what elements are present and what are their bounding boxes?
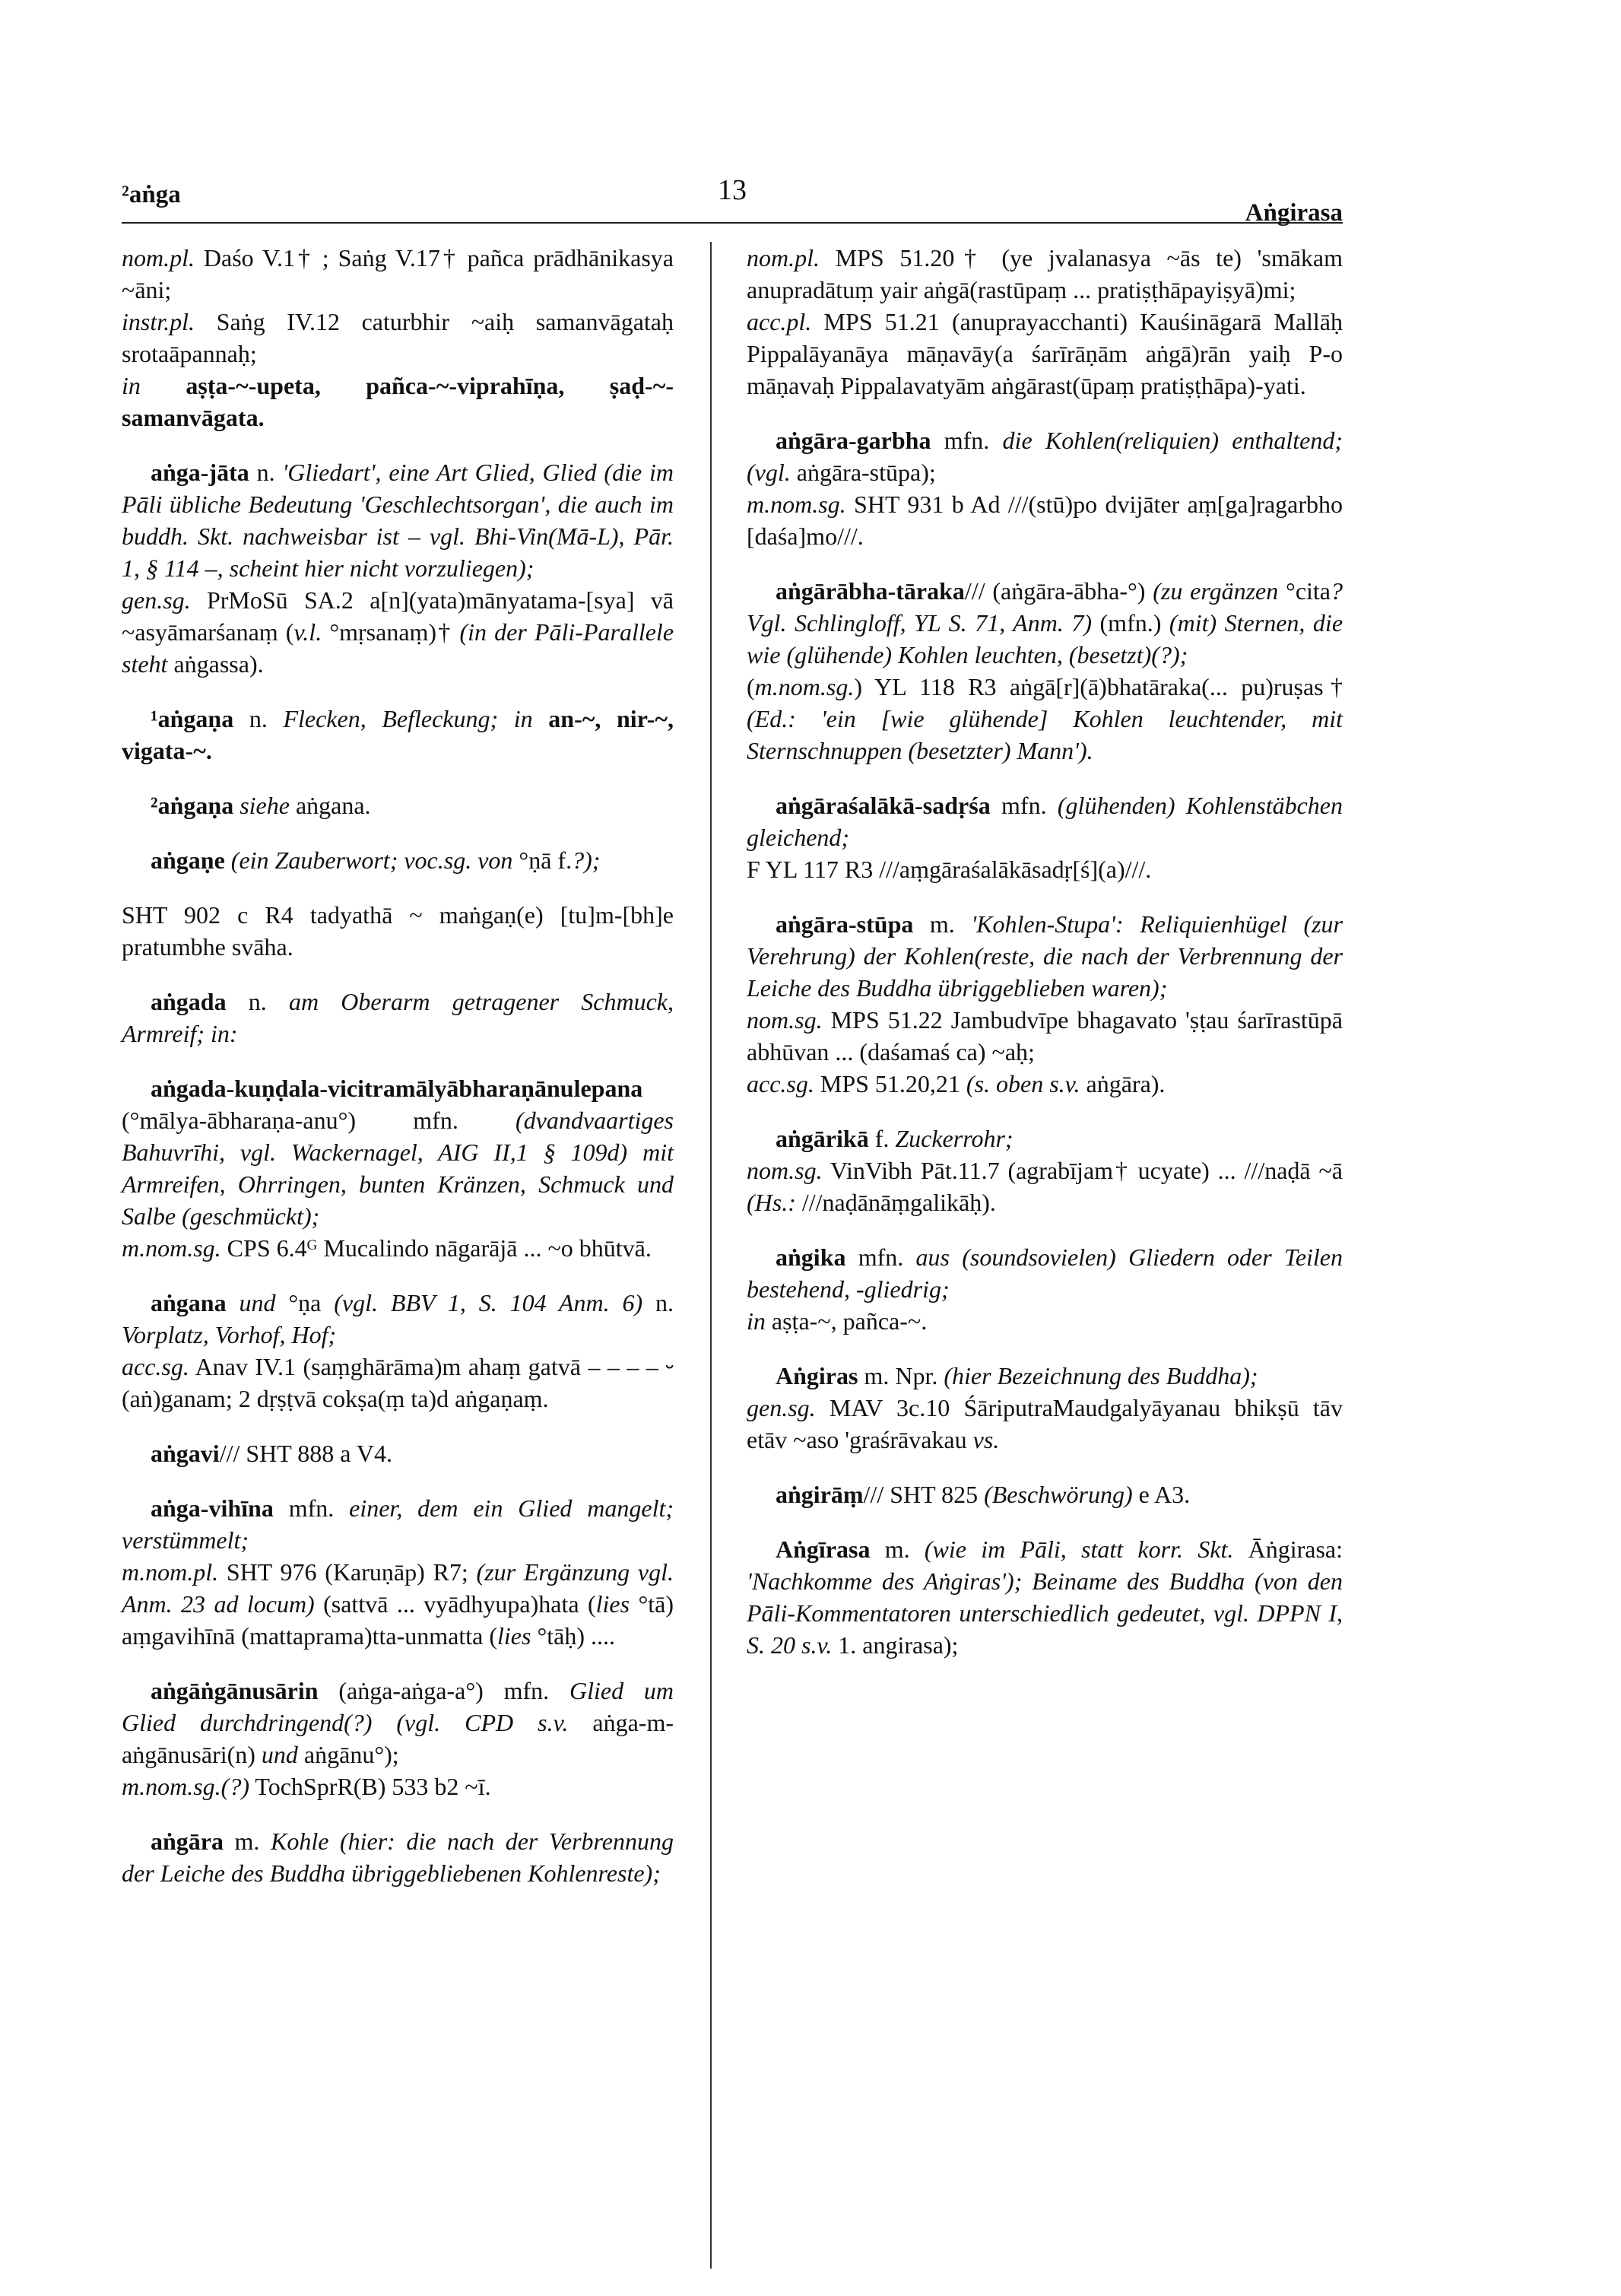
gloss-italic: m.nom.pl.	[122, 1558, 219, 1586]
left-column	[122, 242, 674, 1912]
entry-text: ) YL 118 R3 aṅgā[r](ā)bhatāraka(... pu)ruṣas†	[854, 673, 1343, 700]
gloss-italic: vs.	[972, 1426, 1000, 1453]
headword: aṅga-jāta	[151, 459, 249, 486]
entry-text: aṣṭa-~, pañca-~.	[765, 1307, 928, 1335]
gloss-italic: nom.pl.	[122, 244, 195, 272]
entry-text: MAV 3c.10 ŚāriputraMaudgalyāyanau bhikṣū tāv etāv ~aso 'graśrāvakau	[747, 1394, 1343, 1453]
gloss-italic: acc.sg.	[747, 1070, 814, 1097]
entry-text: n.	[249, 459, 283, 486]
gloss-italic: (vgl. BBV 1, S. 104 Anm. 6)	[334, 1289, 643, 1316]
dictionary-entry-headline	[747, 1123, 1343, 1154]
entry-text: °ṇā f.	[512, 846, 573, 874]
gloss-italic: und	[239, 1289, 276, 1316]
entry-text: aṅgassa).	[167, 650, 264, 678]
gloss-italic: Zuckerrohr;	[895, 1125, 1014, 1152]
entry-text: Daśo V.1† ; Saṅg V.17† pañca prādhānikasya ~āni;	[122, 244, 674, 303]
gloss-italic: (in der Pāli-Parallele steht	[122, 618, 674, 678]
gloss-italic: (zu ergänzen	[1153, 577, 1279, 605]
entry-text: n.	[233, 705, 284, 732]
running-head-left: ²aṅga	[122, 181, 181, 208]
gloss-italic: (glühenden) Kohlenstäbchen gleichend;	[747, 792, 1343, 851]
dictionary-entry-line	[747, 242, 1343, 306]
gloss-italic: (wie im Pāli, statt korr. Skt.	[924, 1535, 1234, 1563]
gloss-italic: aus (soundsovielen) Gliedern oder Teilen bestehend, -gliedrig;	[747, 1243, 1343, 1303]
entry-text: °tā) aṃgavihīnā (mattaprama)tta-unmatta (	[122, 1590, 674, 1650]
dictionary-entry-headline	[747, 789, 1343, 853]
dictionary-entry-line	[747, 306, 1343, 402]
gloss-italic: gen.sg.	[747, 1394, 816, 1421]
entry-text: PrMoSū SA.2 a[n](yata)mānyatama-[sya] vā ~asyāmarśanaṃ (	[122, 586, 674, 646]
entry-text: aṅgānu°);	[297, 1741, 399, 1768]
gloss-italic: m.nom.sg.	[754, 673, 855, 700]
dictionary-entry-headline	[122, 789, 674, 821]
headword: Aṅgiras	[776, 1362, 858, 1389]
dictionary-entry-headline	[122, 456, 674, 584]
entry-text: °tāḥ) ....	[531, 1622, 615, 1650]
entry-text: °ṇa	[275, 1289, 335, 1316]
entry-text: °cita	[1278, 577, 1331, 605]
entry-text: mfn.	[931, 427, 1003, 454]
headword: aṅgāra-garbha	[776, 427, 931, 454]
gloss-italic: m.nom.sg.	[122, 1234, 221, 1262]
dictionary-entry-headline	[122, 1825, 674, 1889]
entry-text: ///naḍānāṃgalikāḥ).	[795, 1189, 996, 1216]
gloss-italic: ?);	[572, 846, 601, 874]
dictionary-entry-line	[747, 853, 1343, 885]
entry-text: /// SHT 825	[863, 1481, 985, 1508]
entry-text: MPS 51.22 Jambudvīpe bhagavato 'ṣṭau śarīrastūpā abhūvan ... (daśamaś ca) ~aḥ;	[747, 1006, 1343, 1065]
dictionary-entry-line	[122, 1351, 674, 1415]
gloss-italic: (Beschwörung)	[984, 1481, 1133, 1508]
dictionary-entry-line	[747, 1004, 1343, 1068]
gloss-italic: Glied um Glied durchdringend(?) (vgl. CPD s.v.	[122, 1677, 674, 1736]
dictionary-entry-headline	[747, 424, 1343, 488]
entry-text: Anav IV.1 (saṃghārāma)m ahaṃ gatvā – – – – ⏑ (aṅ)ganam; 2 dṛṣṭvā cokṣa(ṃ ta)d aṅgaṇaṃ.	[122, 1353, 674, 1412]
gloss-italic: (Ed.: 'ein [wie glühende] Kohlen leuchtender, mit Sternschnuppen (besetzter) Mann').	[747, 705, 1343, 764]
dictionary-entry-line	[122, 1556, 674, 1652]
dictionary-entry-line	[122, 1770, 674, 1802]
entry-text: CPS 6.4ᴳ Mucalindo nāgarājā ... ~o bhūtvā.	[220, 1234, 652, 1262]
dictionary-entry-headline	[122, 1072, 674, 1232]
dictionary-entry-headline	[747, 1360, 1343, 1392]
headword: aṅgārābha-tāraka	[776, 577, 965, 605]
headword: aṅgika	[776, 1243, 846, 1271]
gloss-italic: gen.sg.	[122, 586, 191, 614]
dictionary-entry-line	[122, 899, 674, 963]
headword: aṅga-vihīna	[151, 1494, 274, 1522]
dictionary-entry-line	[122, 242, 674, 306]
entry-text: VinVibh Pāt.11.7 (agrabījam† ucyate) ... ///naḍā ~ā	[822, 1157, 1343, 1184]
dictionary-entry-headline	[747, 1241, 1343, 1305]
gloss-italic: lies	[497, 1622, 531, 1650]
entry-text: n.	[642, 1289, 674, 1316]
entry-text: mfn.	[845, 1243, 916, 1271]
column-divider	[710, 242, 712, 2269]
dictionary-entry-line	[747, 1305, 1343, 1337]
gloss-italic: siehe	[240, 792, 290, 819]
dictionary-entry-line	[122, 1232, 674, 1264]
dictionary-entry-headline	[122, 844, 674, 876]
headword: aṅgāṅgānusārin	[151, 1677, 319, 1704]
gloss-italic: einer, dem ein Glied mangelt; verstümmelt;	[122, 1494, 674, 1554]
entry-text: aṅgana.	[289, 792, 371, 819]
running-head-right: Aṅgirasa	[1245, 199, 1343, 227]
entry-text: Āṅgirasa:	[1233, 1535, 1343, 1563]
entry-text: m.	[913, 910, 972, 938]
dictionary-entry-headline	[122, 1492, 674, 1556]
dictionary-entry-line	[122, 370, 674, 433]
headword: aṅgada-kuṇḍala-vicitramālyābharaṇānulepana	[151, 1075, 643, 1102]
entry-text: F YL 117 R3 ///aṃgāraśalākāsadṛ[ś](a)///.	[747, 856, 1152, 883]
entry-text: /// (aṅgāra-ābha-°)	[964, 577, 1153, 605]
headword: ²aṅgaṇa	[151, 792, 234, 819]
entry-text: TochSprR(B) 533 b2 ~ī.	[249, 1773, 491, 1800]
dictionary-entry-line	[747, 488, 1343, 552]
entry-text: n.	[226, 988, 289, 1015]
gloss-italic: nom.pl.	[747, 244, 820, 272]
dictionary-entry-headline	[122, 1437, 674, 1469]
gloss-italic: Flecken, Befleckung; in	[283, 705, 533, 732]
gloss-italic: nom.sg.	[747, 1157, 823, 1184]
gloss-italic: v.l.	[293, 618, 322, 646]
gloss-italic: in	[122, 372, 141, 399]
headword: aṅgirāṃ	[776, 1481, 864, 1508]
gloss-italic: und	[261, 1741, 298, 1768]
entry-text	[233, 792, 240, 819]
gloss-italic: Vorplatz, Vorhof, Hof;	[122, 1321, 337, 1348]
entry-text: (	[747, 673, 755, 700]
headword: aṅgana	[151, 1289, 227, 1316]
entry-text: SHT 931 b Ad ///(stū)po dvijāter aṃ[ga]ragarbho [daśa]mo///.	[747, 491, 1343, 550]
entry-text: MPS 51.20† (ye jvalanasya ~ās te) 'smākam anupradātuṃ yair aṅgā(rastūpaṃ ... pratiṣṭhāpayiṣyā)mi;	[747, 244, 1343, 303]
dictionary-entry-headline	[747, 1533, 1343, 1661]
entry-text: MPS 51.20,21	[814, 1070, 966, 1097]
entry-text: aṅga-m-aṅgānusāri(n)	[122, 1709, 674, 1768]
headword: aṅgāraśalākā-sadṛśa	[776, 792, 991, 819]
gloss-italic: 'Kohlen-Stupa': Reliquienhügel (zur Verehrung) der Kohlen(reste, die nach der Verbrennung der Leiche des Buddha übriggeblieben waren);	[747, 910, 1343, 1002]
gloss-italic: (hier Bezeichnung des Buddha);	[944, 1362, 1258, 1389]
headword: aṅgada	[151, 988, 227, 1015]
gloss-italic: (mit) Sternen, die wie (glühende) Kohlen leuchten, (besetzt)(?);	[747, 609, 1343, 668]
gloss-italic: (ein Zauberwort; voc.sg. von	[230, 846, 513, 874]
gloss-italic: acc.sg.	[122, 1353, 189, 1380]
headword: aṅgārikā	[776, 1125, 869, 1152]
dictionary-entry-headline	[747, 575, 1343, 671]
gloss-italic: nom.sg.	[747, 1006, 823, 1034]
right-column	[747, 242, 1343, 1684]
entry-text: (mfn.)	[1092, 609, 1169, 637]
entry-text: m.	[224, 1828, 271, 1855]
headword: aṅgāra-stūpa	[776, 910, 914, 938]
entry-text: /// SHT 888 a V4.	[219, 1440, 392, 1467]
entry-text: m. Npr.	[858, 1362, 944, 1389]
gloss-italic: acc.pl.	[747, 308, 812, 335]
entry-text: e A3.	[1132, 1481, 1191, 1508]
entry-text: MPS 51.21 (anuprayacchanti) Kauśināgarā Mallāḥ Pippalāyanāya māṇavāy(a śarīrāṇām aṅgā)rān yaiḥ P-o māṇavaḥ Pippalavatyām aṅgārast(ūpaṃ pratiṣṭhāpa)-yati.	[747, 308, 1343, 399]
entry-text: (sattvā ... vyādhyupa)hata (	[314, 1590, 596, 1618]
entry-text: f.	[868, 1125, 896, 1152]
page-header	[122, 173, 1343, 227]
headword: aṅgaṇe	[151, 846, 225, 874]
gloss-italic: in	[747, 1307, 766, 1335]
entry-text: SHT 902 c R4 tadyathā ~ maṅgaṇ(e) [tu]m-[bh]e pratumbhe svāha.	[122, 901, 674, 961]
headword: aṅgāra	[151, 1828, 224, 1855]
dictionary-entry-headline	[747, 1478, 1343, 1510]
page-number: 13	[718, 174, 747, 206]
dictionary-entry-headline	[122, 703, 674, 767]
headword: an-~, nir-~, vigata-~.	[122, 705, 674, 764]
headword: ¹aṅgaṇa	[151, 705, 234, 732]
gloss-italic: 'Nachkomme des Aṅgiras'); Beiname des Buddha (von den Pāli-Kommentatoren unterschiedlich gedeutet, vgl. DPPN I, S. 20 s.v.	[747, 1567, 1343, 1659]
gloss-italic: Kohle (hier: die nach der Verbrennung der Leiche des Buddha übriggebliebenen Kohlenreste);	[122, 1828, 674, 1887]
gloss-italic: die Kohlen(reliquien) enthaltend; (vgl.	[747, 427, 1343, 486]
dictionary-entry-line	[122, 584, 674, 680]
dictionary-entry-headline	[122, 1287, 674, 1351]
headword: aṣṭa-~-upeta, pañca-~-viprahīṇa, ṣaḍ-~-samanvāgata.	[122, 372, 674, 431]
entry-text: 1. angirasa);	[832, 1631, 959, 1659]
gloss-italic: (s. oben s.v.	[966, 1070, 1080, 1097]
dictionary-entry-line	[122, 306, 674, 370]
gloss-italic: instr.pl.	[122, 308, 195, 335]
gloss-italic: lies	[595, 1590, 630, 1618]
gloss-italic: m.nom.sg.	[747, 491, 846, 518]
gloss-italic: (dvandvaartiges Bahuvrīhi, vgl. Wackernagel, AIG II,1 § 109d) mit Armreifen, Ohrringen, bunten Kränzen, Schmuck und Salbe (geschmückt);	[122, 1107, 674, 1230]
dictionary-entry-headline	[747, 908, 1343, 1004]
headword: Aṅgīrasa	[776, 1535, 871, 1563]
entry-text	[225, 846, 231, 874]
entry-text: aṅgāra-stūpa);	[790, 459, 936, 486]
dictionary-entry-line	[747, 671, 1343, 767]
entry-text: mfn.	[273, 1494, 350, 1522]
entry-text: (aṅga-aṅga-a°) mfn.	[318, 1677, 569, 1704]
gloss-italic: ? Vgl. Schlingloff, YL S. 71, Anm. 7)	[747, 577, 1343, 637]
headword: aṅgavi	[151, 1440, 220, 1467]
dictionary-entry-line	[747, 1068, 1343, 1100]
dictionary-entry-headline	[122, 1675, 674, 1770]
gloss-italic: (Hs.:	[747, 1189, 796, 1216]
entry-text: aṅgāra).	[1080, 1070, 1166, 1097]
dictionary-entry-line	[747, 1392, 1343, 1456]
entry-text: m.	[870, 1535, 925, 1563]
header-rule	[122, 222, 1343, 224]
entry-text	[227, 1289, 240, 1316]
dictionary-entry-headline	[122, 986, 674, 1050]
entry-text: Saṅg IV.12 caturbhir ~aiḥ samanvāgataḥ srotaāpannaḥ;	[122, 308, 674, 367]
entry-text: (°mālya-ābharaṇa-anu°) mfn.	[122, 1107, 516, 1134]
gloss-italic: m.nom.sg.(?)	[122, 1773, 249, 1800]
dictionary-entry-line	[747, 1154, 1343, 1218]
gloss-italic: am Oberarm getragener Schmuck, Armreif; in:	[122, 988, 674, 1047]
gloss-italic: 'Gliedart', eine Art Glied, Glied (die im Pāli übliche Bedeutung 'Geschlechtsorgan', die auch im buddh. Skt. nachweisbar ist – vgl. Bhi-Vin(Mā-L), Pār. 1, § 114 –, scheint hier nicht vorzuliegen);	[122, 459, 674, 582]
entry-text: °mṛsanaṃ)†	[322, 618, 460, 646]
entry-text: mfn.	[990, 792, 1058, 819]
gloss-italic: (zur Ergänzung vgl. Anm. 23 ad locum)	[122, 1558, 674, 1618]
entry-text: SHT 976 (Karuṇāp) R7;	[218, 1558, 477, 1586]
